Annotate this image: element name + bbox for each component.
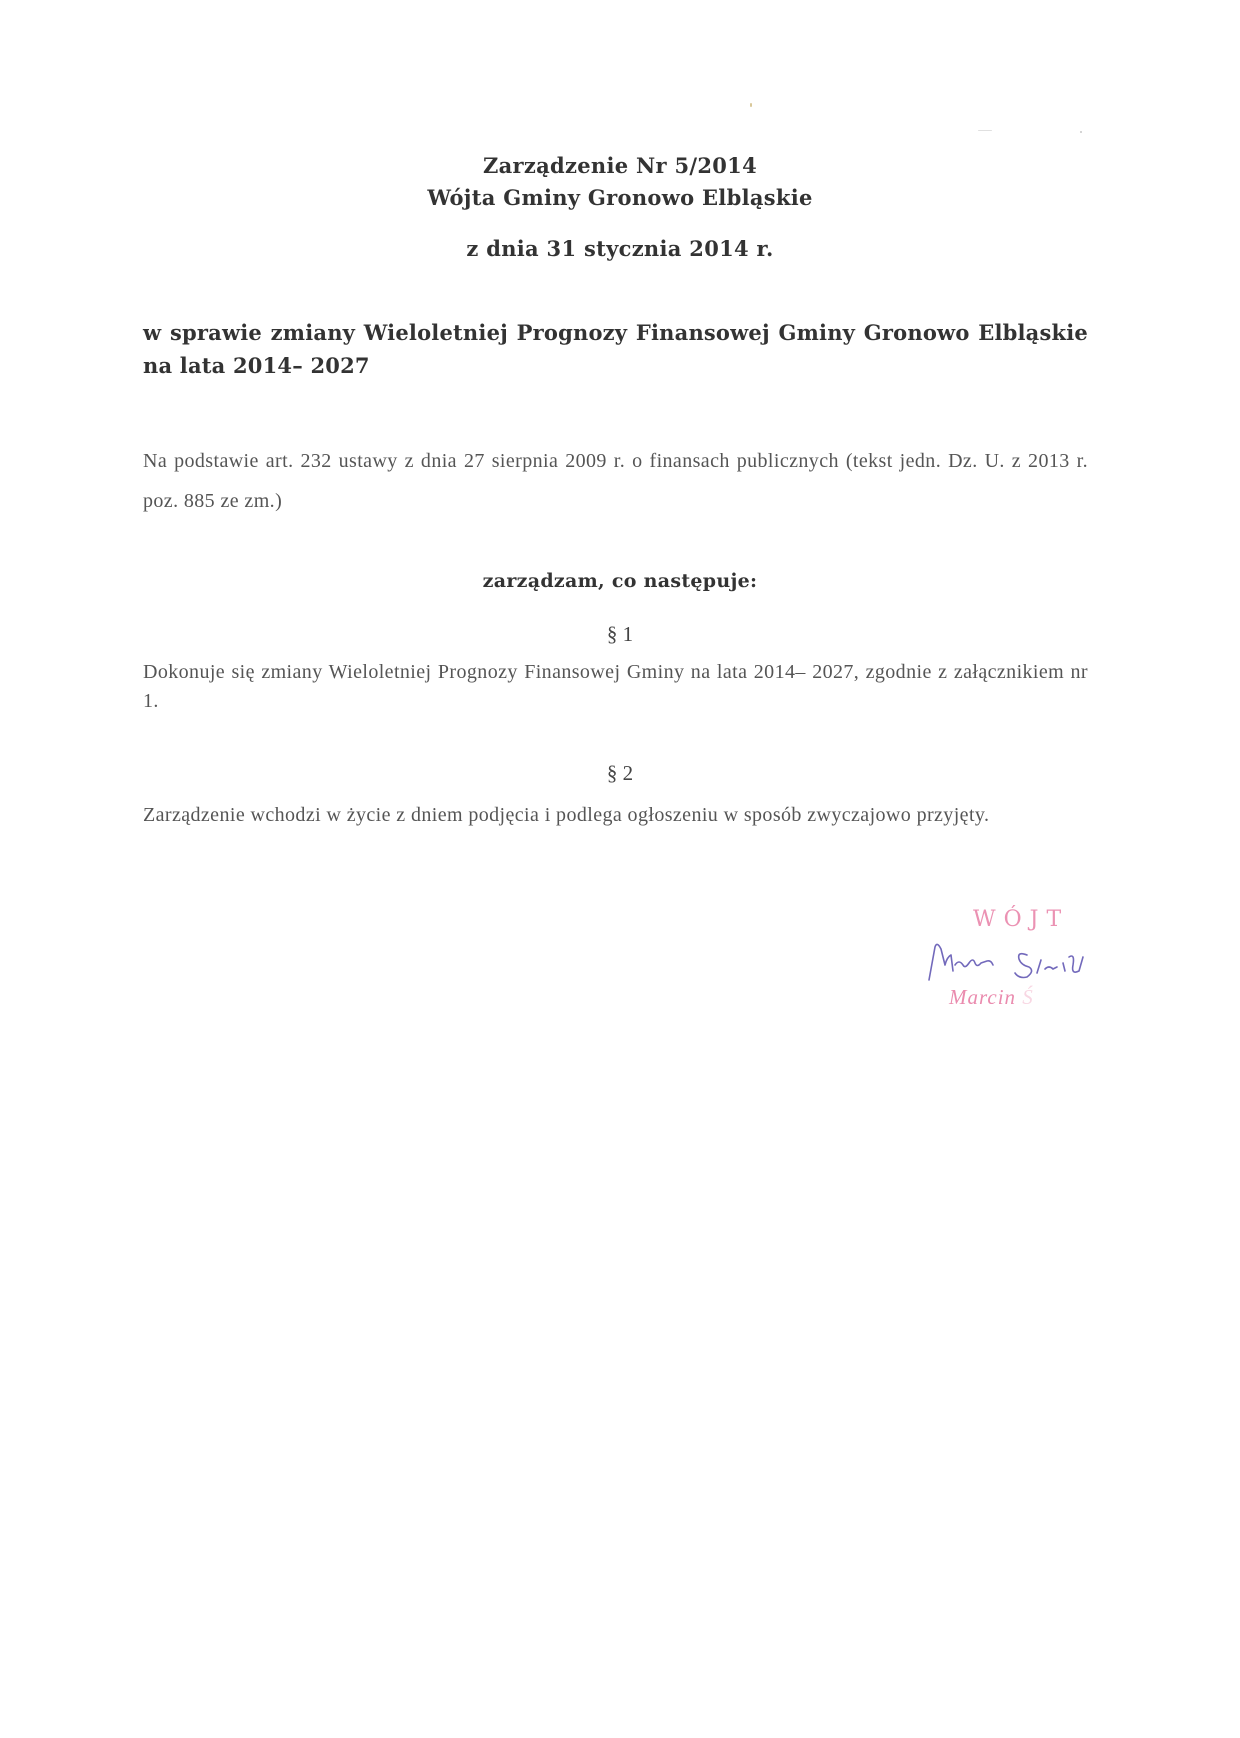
title-line-1: Zarządzenie Nr 5/2014 <box>482 153 758 178</box>
scan-speck <box>978 130 992 131</box>
stamp-name-faded: Ś <box>1022 985 1034 1009</box>
stamp-name <box>949 985 1034 1010</box>
issuer-title <box>0 185 1240 210</box>
section-1-text: Dokonuje się zmiany Wieloletniej Prognozy Finansowej Gminy na lata 2014– 2027, zgodnie z załącznikiem nr 1. <box>143 661 1088 712</box>
legal-basis-paragraph: Na podstawie art. 232 ustawy z dnia 27 sierpnia 2009 r. o finansach publicznych (tekst jedn. Dz. U. z 2013 r. poz. 885 ze zm.) <box>143 450 1088 512</box>
date-line: z dnia 31 stycznia 2014 r. <box>466 236 774 261</box>
title-line-2: Wójta Gminy Gronowo Elbląskie <box>427 185 813 210</box>
section-2-mark: § 2 <box>606 761 634 785</box>
stamp-title: WÓJT <box>973 907 1070 932</box>
scan-speck <box>1080 131 1082 133</box>
document-date <box>0 236 1240 261</box>
document-subject: w sprawie zmiany Wieloletniej Prognozy Finansowej Gminy Gronowo Elbląskie na lata 2014– 2027 <box>143 320 1088 378</box>
document-title <box>0 153 1240 178</box>
stamp-name-visible: Marcin <box>949 985 1017 1009</box>
signature-block <box>915 905 1135 1015</box>
decree-phrase: zarządzam, co następuje: <box>482 570 758 592</box>
scan-speck <box>750 103 752 107</box>
section-1-mark: § 1 <box>606 622 634 646</box>
section-2-text: Zarządzenie wchodzi w życie z dniem podjęcia i podlega ogłoszeniu w sposób zwyczajowo przyjęty. <box>143 804 990 826</box>
